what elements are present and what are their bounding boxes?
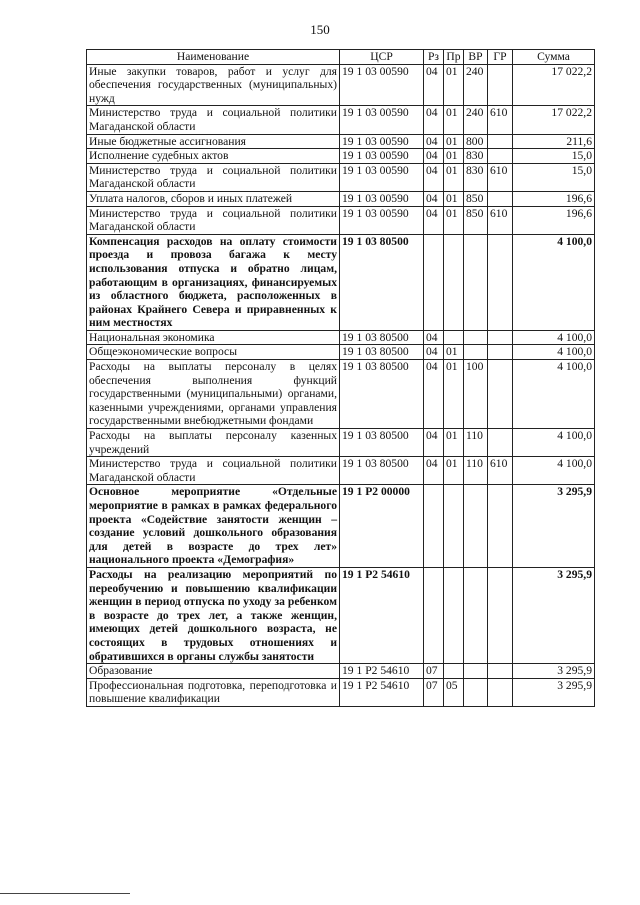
table-row [87, 678, 595, 706]
row-name: Исполнение судебных актов [87, 149, 340, 164]
header-csr: ЦСР [340, 50, 424, 65]
row-pr-code: 01 [444, 106, 464, 134]
row-amount: 4 100,0 [513, 457, 595, 485]
table-row [87, 567, 595, 663]
row-rz-code: 07 [424, 664, 444, 679]
row-rz-code: 04 [424, 134, 444, 149]
row-pr-code [444, 234, 464, 330]
row-name: Иные закупки товаров, работ и услуг для обеспечения государственных (муниципальных) нужд [87, 64, 340, 106]
row-rz-code: 04 [424, 360, 444, 429]
row-gr-code: 610 [488, 106, 513, 134]
row-pr-code: 01 [444, 134, 464, 149]
row-vr-code [464, 678, 488, 706]
row-vr-code [464, 664, 488, 679]
row-amount: 3 295,9 [513, 664, 595, 679]
table-row [87, 191, 595, 206]
header-gr: ГР [488, 50, 513, 65]
row-vr-code [464, 234, 488, 330]
row-csr-code: 19 1 P2 54610 [340, 664, 424, 679]
row-name: Профессиональная подготовка, переподготовка и повышение квалификации [87, 678, 340, 706]
row-rz-code: 04 [424, 149, 444, 164]
row-amount: 4 100,0 [513, 234, 595, 330]
row-pr-code [444, 330, 464, 345]
table-row [87, 330, 595, 345]
row-vr-code: 240 [464, 64, 488, 106]
row-csr-code: 19 1 03 80500 [340, 345, 424, 360]
row-amount: 17 022,2 [513, 106, 595, 134]
row-csr-code: 19 1 03 00590 [340, 191, 424, 206]
row-rz-code [424, 567, 444, 663]
table-header-row [87, 50, 595, 65]
row-name: Иные бюджетные ассигнования [87, 134, 340, 149]
row-gr-code [488, 330, 513, 345]
row-name: Расходы на реализацию мероприятий по переобучению и повышению квалификации женщин в период отпуска по уходу за ребенком в возрасте до трех лет, а также женщин, имеющих детей дошкольного возраста, не состоящих в трудовых отношениях и обратившихся в органы службы занятости [87, 567, 340, 663]
row-csr-code: 19 1 03 80500 [340, 429, 424, 457]
table-row [87, 64, 595, 106]
row-amount: 17 022,2 [513, 64, 595, 106]
row-rz-code: 04 [424, 64, 444, 106]
row-amount: 4 100,0 [513, 429, 595, 457]
row-gr-code [488, 64, 513, 106]
row-csr-code: 19 1 03 80500 [340, 330, 424, 345]
row-amount: 211,6 [513, 134, 595, 149]
row-csr-code: 19 1 03 80500 [340, 457, 424, 485]
table-row [87, 206, 595, 234]
row-amount: 15,0 [513, 163, 595, 191]
row-amount: 4 100,0 [513, 330, 595, 345]
row-vr-code [464, 345, 488, 360]
row-gr-code [488, 134, 513, 149]
row-pr-code [444, 567, 464, 663]
row-csr-code: 19 1 P2 00000 [340, 485, 424, 568]
row-vr-code: 850 [464, 191, 488, 206]
row-name: Общеэкономические вопросы [87, 345, 340, 360]
row-amount: 3 295,9 [513, 567, 595, 663]
row-csr-code: 19 1 03 00590 [340, 163, 424, 191]
table-body [87, 64, 595, 706]
header-vr: ВР [464, 50, 488, 65]
table-row [87, 345, 595, 360]
row-rz-code: 04 [424, 191, 444, 206]
row-vr-code: 800 [464, 134, 488, 149]
table-row [87, 360, 595, 429]
header-rz: Рз [424, 50, 444, 65]
row-pr-code: 01 [444, 360, 464, 429]
header-sum: Сумма [513, 50, 595, 65]
row-rz-code: 04 [424, 106, 444, 134]
row-pr-code: 01 [444, 457, 464, 485]
row-rz-code: 07 [424, 678, 444, 706]
row-rz-code: 04 [424, 330, 444, 345]
row-name: Компенсация расходов на оплату стоимости проезда и провоза багажа к месту использования отпуска и обратно лицам, работающим в организациях, финансируемых из областного бюджета, расположенных в районах Крайнего Севера и приравненных к ним местностях [87, 234, 340, 330]
row-amount: 4 100,0 [513, 360, 595, 429]
row-vr-code [464, 330, 488, 345]
row-vr-code: 100 [464, 360, 488, 429]
row-name: Министерство труда и социальной политики Магаданской области [87, 206, 340, 234]
row-gr-code: 610 [488, 163, 513, 191]
row-name: Министерство труда и социальной политики Магаданской области [87, 457, 340, 485]
row-csr-code: 19 1 03 80500 [340, 234, 424, 330]
row-gr-code: 610 [488, 457, 513, 485]
row-rz-code: 04 [424, 206, 444, 234]
table-row [87, 234, 595, 330]
row-amount: 196,6 [513, 191, 595, 206]
row-name: Образование [87, 664, 340, 679]
table-row [87, 163, 595, 191]
row-gr-code [488, 678, 513, 706]
row-gr-code: 610 [488, 206, 513, 234]
row-pr-code: 01 [444, 206, 464, 234]
row-name: Расходы на выплаты персоналу казенных учреждений [87, 429, 340, 457]
row-name: Министерство труда и социальной политики Магаданской области [87, 106, 340, 134]
table-row [87, 134, 595, 149]
page-number: 150 [310, 22, 330, 37]
row-amount: 3 295,9 [513, 485, 595, 568]
row-gr-code [488, 191, 513, 206]
row-name: Министерство труда и социальной политики Магаданской области [87, 163, 340, 191]
table-row [87, 106, 595, 134]
table-row [87, 429, 595, 457]
row-csr-code: 19 1 03 00590 [340, 106, 424, 134]
row-gr-code [488, 149, 513, 164]
row-csr-code: 19 1 03 00590 [340, 134, 424, 149]
row-vr-code [464, 485, 488, 568]
row-gr-code [488, 664, 513, 679]
row-csr-code: 19 1 03 00590 [340, 206, 424, 234]
row-name: Расходы на выплаты персоналу в целях обеспечения выполнения функций государственными (муниципальными) органами, казенными учреждениями, органами управления государственными внебюджетными фондами [87, 360, 340, 429]
row-gr-code [488, 234, 513, 330]
header-pr: Пр [444, 50, 464, 65]
row-pr-code: 01 [444, 191, 464, 206]
row-vr-code: 830 [464, 149, 488, 164]
row-gr-code [488, 345, 513, 360]
row-rz-code: 04 [424, 457, 444, 485]
row-pr-code: 01 [444, 149, 464, 164]
row-amount: 3 295,9 [513, 678, 595, 706]
row-rz-code [424, 234, 444, 330]
row-pr-code: 01 [444, 345, 464, 360]
row-rz-code [424, 485, 444, 568]
row-csr-code: 19 1 03 80500 [340, 360, 424, 429]
row-vr-code: 110 [464, 429, 488, 457]
row-rz-code: 04 [424, 429, 444, 457]
table-row [87, 457, 595, 485]
row-pr-code: 05 [444, 678, 464, 706]
row-vr-code [464, 567, 488, 663]
row-pr-code: 01 [444, 64, 464, 106]
row-amount: 15,0 [513, 149, 595, 164]
row-gr-code [488, 485, 513, 568]
table-row [87, 485, 595, 568]
row-pr-code [444, 664, 464, 679]
header-name: Наименование [87, 50, 340, 65]
row-vr-code: 110 [464, 457, 488, 485]
row-csr-code: 19 1 03 00590 [340, 149, 424, 164]
row-name: Основное мероприятие «Отдельные мероприятие в рамках в рамках федерального проекта «Содействие занятости женщин – создание условий дошкольного образования для детей в возрасте до трех лет» национального проекта «Демография» [87, 485, 340, 568]
row-rz-code: 04 [424, 163, 444, 191]
row-gr-code [488, 429, 513, 457]
row-gr-code [488, 567, 513, 663]
table-row [87, 149, 595, 164]
row-csr-code: 19 1 P2 54610 [340, 567, 424, 663]
table-row [87, 664, 595, 679]
row-amount: 4 100,0 [513, 345, 595, 360]
row-csr-code: 19 1 P2 54610 [340, 678, 424, 706]
row-name: Национальная экономика [87, 330, 340, 345]
row-gr-code [488, 360, 513, 429]
row-pr-code: 01 [444, 429, 464, 457]
row-amount: 196,6 [513, 206, 595, 234]
row-pr-code: 01 [444, 163, 464, 191]
row-vr-code: 830 [464, 163, 488, 191]
row-csr-code: 19 1 03 00590 [340, 64, 424, 106]
footnote-divider [0, 893, 130, 894]
budget-table [86, 49, 595, 707]
row-pr-code [444, 485, 464, 568]
row-vr-code: 240 [464, 106, 488, 134]
row-rz-code: 04 [424, 345, 444, 360]
row-vr-code: 850 [464, 206, 488, 234]
row-name: Уплата налогов, сборов и иных платежей [87, 191, 340, 206]
